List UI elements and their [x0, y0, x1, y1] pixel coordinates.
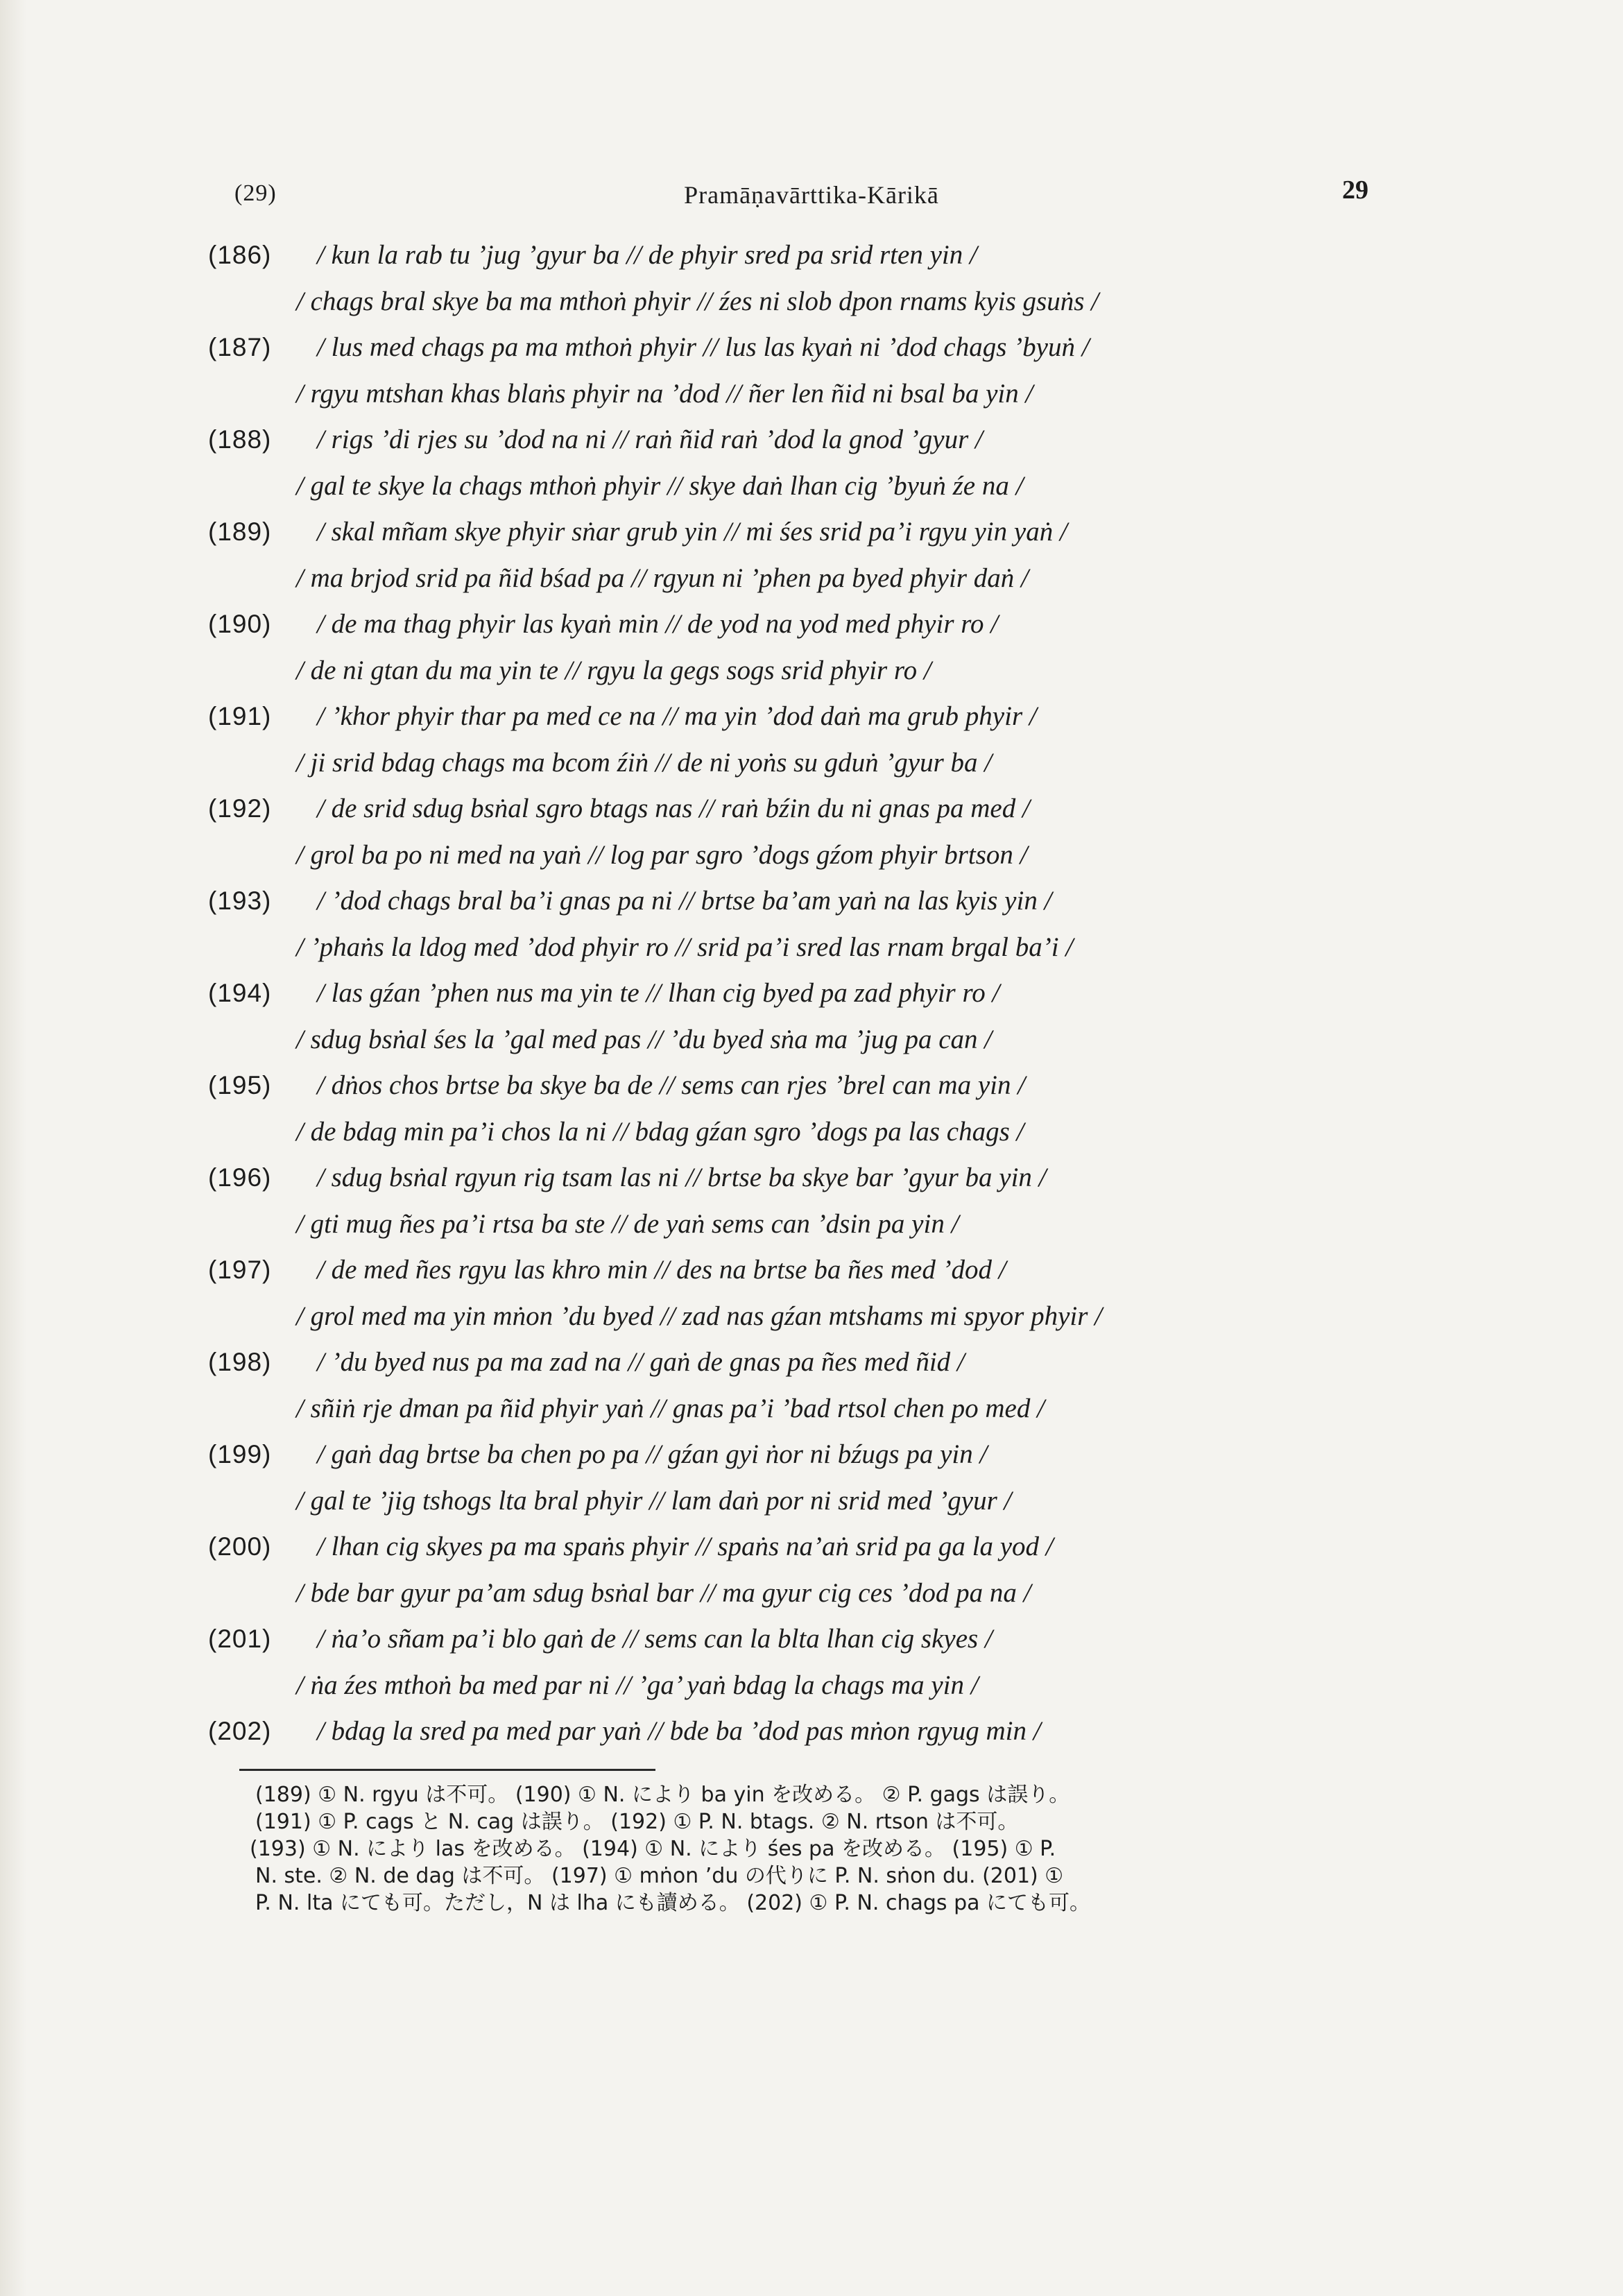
- verse-line-2: [208, 740, 1415, 787]
- verse: [208, 509, 1415, 601]
- verse-text: / ma brjod srid pa ñid bśad pa // rgyun ni ’phen pa byed phyir daṅ /: [296, 563, 1029, 593]
- verse-number: (186): [208, 241, 272, 269]
- verse-text: / lhan cig skyes pa ma spaṅs phyir // spaṅs na’aṅ srid pa ga la yod /: [317, 1532, 1054, 1561]
- verse: [208, 1339, 1415, 1432]
- verse-text: / grol ba po ni med na yaṅ // log par sgro ’dogs gźom phyir brtson /: [296, 839, 1028, 870]
- verse-number: (192): [208, 794, 272, 823]
- verse-line-2: [208, 925, 1415, 971]
- verse-text: / ’phaṅs la ldog med ’dod phyir ro // srid pa’i sred las rnam brgal ba’i /: [296, 932, 1074, 962]
- verse: [208, 1432, 1415, 1524]
- verse-number: (194): [208, 979, 272, 1007]
- verse: [208, 601, 1415, 694]
- verse-text: / las gźan ’phen nus ma yin te // lhan cig byed pa zad phyir ro /: [317, 978, 1000, 1008]
- verse-line-1: [208, 1155, 1415, 1201]
- page-number: 29: [1342, 175, 1368, 205]
- verse-number: (201): [208, 1625, 272, 1653]
- verse: [208, 878, 1415, 970]
- verse-text: / sñiṅ rje dman pa ñid phyir yaṅ // gnas pa’i ’bad rtsol chen po med /: [296, 1393, 1045, 1423]
- verse: [208, 694, 1415, 786]
- verse: [208, 417, 1415, 509]
- verse-text: / sdug bsṅal rgyun rig tsam las ni // brtse ba skye bar ’gyur ba yin /: [317, 1163, 1047, 1192]
- verse-text: / de med ñes rgyu las khro min // des na brtse ba ñes med ’dod /: [317, 1255, 1006, 1285]
- verse-text: / chags bral skye ba ma mthoṅ phyir // źes ni slob dpon rnams kyis gsuṅs /: [296, 286, 1099, 316]
- section-number: (29): [234, 180, 277, 206]
- verse-text: / ṅa źes mthoṅ ba med par ni // ’ga’ yaṅ bdag la chags ma yin /: [296, 1670, 979, 1700]
- running-head: [0, 175, 1623, 216]
- verse-text: / ’du byed nus pa ma zad na // gaṅ de gnas pa ñes med ñid /: [317, 1347, 965, 1377]
- verse-number: (197): [208, 1256, 272, 1284]
- footnote-line: (191) ① P. cags と N. cag は誤り。 (192) ① P. N. btags. ② N. rtson は不可。: [255, 1810, 1019, 1834]
- verse-text: / gti mug ñes pa’i rtsa ba ste // de yaṅ sems can ’dsin pa yin /: [296, 1208, 959, 1239]
- verse: [208, 970, 1415, 1063]
- verse-text: / kun la rab tu ’jug ’gyur ba // de phyir sred pa srid rten yin /: [317, 240, 977, 270]
- verse-text: / de ma thag phyir las kyaṅ min // de yod na yod med phyir ro /: [317, 609, 999, 639]
- verse-line-1: [208, 509, 1415, 556]
- verse-line-2: [208, 1201, 1415, 1248]
- verse: [208, 1524, 1415, 1616]
- verse-list: [208, 232, 1415, 1755]
- verse-line-2: [208, 463, 1415, 510]
- binding-edge: [0, 0, 26, 2296]
- verse-number: (196): [208, 1163, 272, 1192]
- verse-number: (202): [208, 1717, 272, 1745]
- verse-line-1: [208, 694, 1415, 740]
- verse-text: / lus med chags pa ma mthoṅ phyir // lus las kyaṅ ni ’dod chags ’byuṅ /: [317, 332, 1090, 362]
- verse-line-1: [208, 1063, 1415, 1109]
- verse-number: (190): [208, 610, 272, 638]
- verse: [208, 1247, 1415, 1339]
- verse-text: / rgyu mtshan khas blaṅs phyir na ’dod // ñer len ñid ni bsal ba yin /: [296, 378, 1033, 409]
- footnote-line: (193) ① N. により las を改める。 (194) ① N. により śes pa を改める。 (195) ① P.: [250, 1837, 1056, 1861]
- verse-line-1: [208, 232, 1415, 279]
- verse: [208, 786, 1415, 878]
- verse-text: / skal mñam skye phyir sṅar grub yin // mi śes srid pa’i rgyu yin yaṅ /: [317, 517, 1067, 547]
- verse-line-2: [208, 1109, 1415, 1156]
- verse-text: / gal te skye la chags mthoṅ phyir // skye daṅ lhan cig ’byuṅ źe na /: [296, 470, 1024, 501]
- verse-number: (188): [208, 425, 272, 454]
- verse: [208, 325, 1415, 417]
- verse: [208, 232, 1415, 325]
- verse-line-1: [208, 1708, 1415, 1755]
- verse-line-2: [208, 1386, 1415, 1432]
- footnotes: [250, 1781, 1448, 1917]
- verse-line-2: [208, 832, 1415, 879]
- verse: [208, 1063, 1415, 1155]
- verse-text: / grol med ma yin mṅon ’du byed // zad nas gźan mtshams mi spyor phyir /: [296, 1301, 1103, 1331]
- verse-number: (200): [208, 1532, 272, 1561]
- verse-text: / ji srid bdag chags ma bcom źiṅ // de ni yoṅs su gduṅ ’gyur ba /: [296, 747, 993, 778]
- verse-text: / de ni gtan du ma yin te // rgyu la gegs sogs srid phyir ro /: [296, 655, 931, 685]
- verse-text: / rigs ’di rjes su ’dod na ni // raṅ ñid raṅ ’dod la gnod ’gyur /: [317, 425, 983, 454]
- verse-line-1: [208, 325, 1415, 371]
- verse-line-2: [208, 1570, 1415, 1617]
- verse-text: / de bdag min pa’i chos la ni // bdag gźan sgro ’dogs pa las chags /: [296, 1116, 1024, 1147]
- verse-text: / de srid sdug bsṅal sgro btags nas // raṅ bźin du ni gnas pa med /: [317, 794, 1030, 823]
- verse-number: (198): [208, 1348, 272, 1376]
- running-title: Pramāṇavārttika-Kārikā: [684, 181, 939, 209]
- verse-line-1: [208, 1432, 1415, 1478]
- verse-text: / bdag la sred pa med par yaṅ // bde ba ’dod pas mṅon rgyug min /: [317, 1716, 1041, 1746]
- verse-line-1: [208, 878, 1415, 925]
- verse-line-1: [208, 601, 1415, 648]
- verse-line-2: [208, 1478, 1415, 1525]
- verse-number: (193): [208, 886, 272, 915]
- verse-text: / ’khor phyir thar pa med ce na // ma yin ’dod daṅ ma grub phyir /: [317, 701, 1037, 731]
- verse-line-1: [208, 1247, 1415, 1294]
- verse-line-2: [208, 1663, 1415, 1709]
- verse-number: (191): [208, 702, 272, 730]
- verse-line-2: [208, 371, 1415, 418]
- verse-line-2: [208, 648, 1415, 694]
- verse-line-1: [208, 786, 1415, 832]
- verse: [208, 1155, 1415, 1247]
- verse: [208, 1708, 1415, 1755]
- verse-line-1: [208, 1339, 1415, 1386]
- verse-line-1: [208, 1616, 1415, 1663]
- verse: [208, 1616, 1415, 1708]
- verse-text: / ṅa’o sñam pa’i blo gaṅ de // sems can la blta lhan cig skyes /: [317, 1624, 993, 1654]
- verse-line-2: [208, 1017, 1415, 1063]
- verse-text: / sdug bsṅal śes la ’gal med pas // ’du byed sṅa ma ’jug pa can /: [296, 1024, 993, 1054]
- verse-number: (189): [208, 517, 272, 546]
- verse-text: / gaṅ dag brtse ba chen po pa // gźan gyi ṅor ni bźugs pa yin /: [317, 1439, 988, 1469]
- verse-text: / dṅos chos brtse ba skye ba de // sems can rjes ’brel can ma yin /: [317, 1070, 1026, 1100]
- footnote-rule: [239, 1769, 655, 1771]
- verse-number: (187): [208, 333, 272, 361]
- verse-text: / bde bar gyur pa’am sdug bsṅal bar // ma gyur cig ces ’dod pa na /: [296, 1577, 1031, 1608]
- verse-line-2: [208, 556, 1415, 602]
- footnote-line: (189) ① N. rgyu は不可。 (190) ① N. により ba yin を改める。 ② P. gags は誤り。: [255, 1783, 1070, 1807]
- verse-line-1: [208, 417, 1415, 463]
- footnote-line: P. N. lta にても可。ただし，N は lha にも讀める。 (202) ① P. N. chags pa にても可。: [255, 1891, 1091, 1915]
- footnote-line: N. ste. ② N. de dag は不可。 (197) ① mṅon ’du の代りに P. N. sṅon du. (201) ①: [255, 1864, 1064, 1888]
- verse-number: (195): [208, 1071, 272, 1099]
- verse-number: (199): [208, 1440, 272, 1468]
- verse-text: / ’dod chags bral ba’i gnas pa ni // brtse ba’am yaṅ na las kyis yin /: [317, 886, 1052, 916]
- verse-line-1: [208, 970, 1415, 1017]
- verse-line-2: [208, 279, 1415, 325]
- verse-line-2: [208, 1294, 1415, 1340]
- verse-line-1: [208, 1524, 1415, 1570]
- verse-text: / gal te ’jig tshogs lta bral phyir // lam daṅ por ni srid med ’gyur /: [296, 1485, 1012, 1516]
